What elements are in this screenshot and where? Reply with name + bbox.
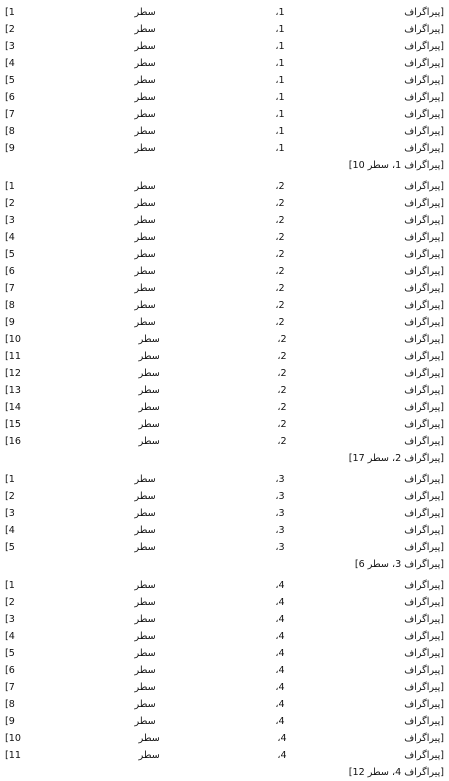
article-page xyxy=(5,4,444,778)
article-body xyxy=(5,4,444,781)
text-line: [پیراگراف 4، سطر 12] xyxy=(348,767,444,778)
text-line: [پیراگراف 1، سطر 2] xyxy=(5,24,444,35)
text-line: [پیراگراف 1، سطر 7] xyxy=(5,109,444,120)
text-line: [پیراگراف 1، سطر 4] xyxy=(5,58,444,69)
text-line: [پیراگراف 4، سطر 2] xyxy=(5,597,444,608)
text-line: [پیراگراف 1، سطر 9] xyxy=(5,143,444,154)
text-line: [پیراگراف 2، سطر 17] xyxy=(348,453,444,464)
text-line: [پیراگراف 1، سطر 8] xyxy=(5,126,444,137)
text-line: [پیراگراف 1، سطر 3] xyxy=(5,41,444,52)
paragraph xyxy=(5,4,444,174)
text-line: [پیراگراف 4، سطر 4] xyxy=(5,631,444,642)
paragraph xyxy=(5,471,444,573)
text-line: [پیراگراف 2، سطر 7] xyxy=(5,283,444,294)
text-line: [پیراگراف 4، سطر 1] xyxy=(5,580,444,591)
text-line: [پیراگراف 2، سطر 13] xyxy=(5,385,444,396)
text-line: [پیراگراف 3، سطر 2] xyxy=(5,491,444,502)
text-line: [پیراگراف 2، سطر 16] xyxy=(5,436,444,447)
text-line: [پیراگراف 4، سطر 11] xyxy=(5,750,444,761)
text-line: [پیراگراف 1، سطر 1] xyxy=(5,7,444,18)
text-line: [پیراگراف 3، سطر 6] xyxy=(354,559,444,570)
text-line: [پیراگراف 3، سطر 5] xyxy=(5,542,444,553)
text-line: [پیراگراف 2، سطر 10] xyxy=(5,334,444,345)
text-line: [پیراگراف 2، سطر 6] xyxy=(5,266,444,277)
text-line: [پیراگراف 1، سطر 6] xyxy=(5,92,444,103)
text-line: [پیراگراف 2، سطر 11] xyxy=(5,351,444,362)
text-line: [پیراگراف 2، سطر 14] xyxy=(5,402,444,413)
text-line: [پیراگراف 2، سطر 8] xyxy=(5,300,444,311)
text-line: [پیراگراف 4، سطر 8] xyxy=(5,699,444,710)
text-line: [پیراگراف 2، سطر 3] xyxy=(5,215,444,226)
text-line: [پیراگراف 4، سطر 9] xyxy=(5,716,444,727)
text-line: [پیراگراف 4، سطر 6] xyxy=(5,665,444,676)
text-line: [پیراگراف 4، سطر 5] xyxy=(5,648,444,659)
text-line: [پیراگراف 2، سطر 15] xyxy=(5,419,444,430)
text-line: [پیراگراف 1، سطر 5] xyxy=(5,75,444,86)
text-line: [پیراگراف 2، سطر 4] xyxy=(5,232,444,243)
text-line: [پیراگراف 4، سطر 10] xyxy=(5,733,444,744)
text-line: [پیراگراف 3، سطر 4] xyxy=(5,525,444,536)
text-line: [پیراگراف 2، سطر 12] xyxy=(5,368,444,379)
text-line: [پیراگراف 4، سطر 7] xyxy=(5,682,444,693)
paragraph xyxy=(5,178,444,467)
paragraph xyxy=(5,577,444,781)
text-line: [پیراگراف 1، سطر 10] xyxy=(348,160,444,171)
text-line: [پیراگراف 3، سطر 3] xyxy=(5,508,444,519)
text-line: [پیراگراف 3، سطر 1] xyxy=(5,474,444,485)
text-line: [پیراگراف 2، سطر 1] xyxy=(5,181,444,192)
text-line: [پیراگراف 4، سطر 3] xyxy=(5,614,444,625)
text-line: [پیراگراف 2، سطر 5] xyxy=(5,249,444,260)
text-line: [پیراگراف 2، سطر 2] xyxy=(5,198,444,209)
text-line: [پیراگراف 2، سطر 9] xyxy=(5,317,444,328)
